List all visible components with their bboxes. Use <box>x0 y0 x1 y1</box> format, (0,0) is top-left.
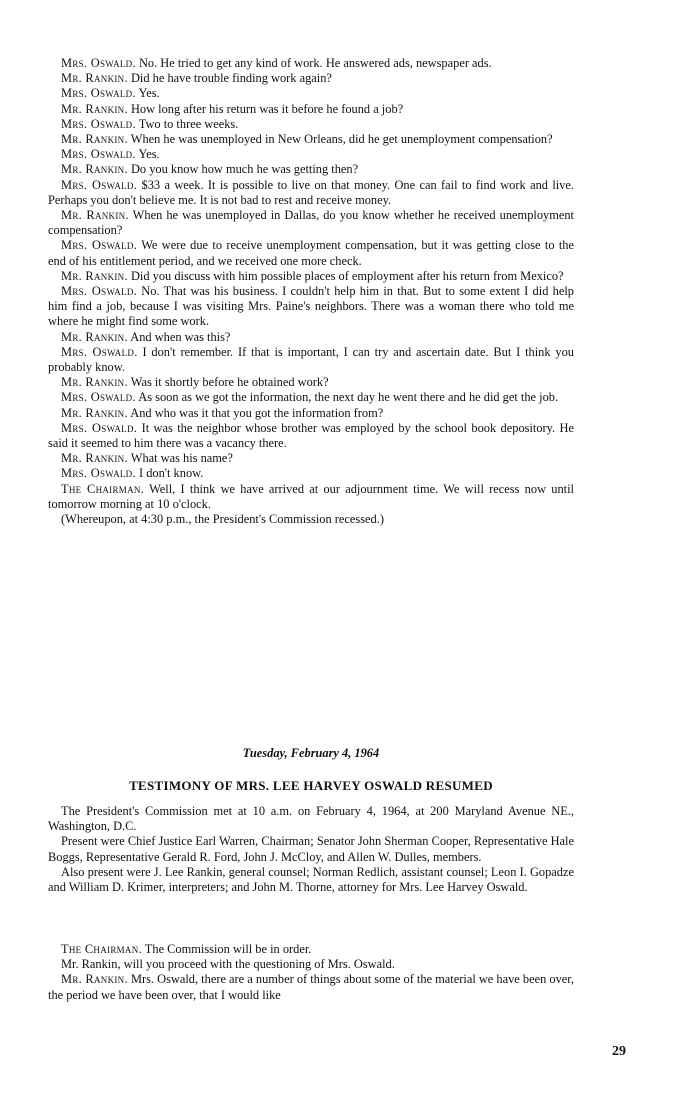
transcript-paragraph <box>48 512 574 527</box>
speaker-name: Mrs. Oswald. <box>61 147 136 162</box>
transcript-paragraph <box>48 269 574 284</box>
speech-text: When he was unemployed in Dallas, do you know whether he received unemployment compensation? <box>48 208 575 238</box>
transcript-paragraph <box>48 208 574 238</box>
speaker-name: Mrs. Oswald. <box>61 420 138 435</box>
section-heading: TESTIMONY OF MRS. LEE HARVEY OSWALD RESUMED <box>129 778 493 793</box>
transcript-paragraph <box>48 421 574 451</box>
speech-text: Well, I think we have arrived at our adjournment time. We will recess now until tomorrow morning at 10 o'clock. <box>48 481 574 511</box>
speech-text: When he was unemployed in New Orleans, did he get unemployment compensation? <box>127 132 553 147</box>
page-number: 29 <box>612 1044 626 1059</box>
speaker-name: Mrs. Oswald. <box>61 390 136 405</box>
transcript-paragraph <box>48 56 574 71</box>
transcript-paragraph <box>48 466 574 481</box>
speaker-name: Mrs. Oswald. <box>61 86 136 101</box>
speaker-name: Mr. Rankin. <box>61 405 128 420</box>
speaker-name: Mrs. Oswald. <box>61 116 136 131</box>
speech-text: Yes. <box>135 86 160 101</box>
speech-text: Do you know how much he was getting then? <box>127 162 359 177</box>
transcript-paragraph <box>48 942 574 957</box>
speaker-name: Mr. Rankin. <box>61 375 128 390</box>
speech-text: What was his name? <box>127 451 233 466</box>
speaker-name: Mrs. Oswald. <box>61 466 136 481</box>
transcript-paragraph <box>48 284 574 330</box>
speech-text: I don't remember. If that is important, I can try and ascertain date. But I think you probably know. <box>48 344 574 375</box>
speech-text: (Whereupon, at 4:30 p.m., the President's Commission recessed.) <box>61 512 384 527</box>
speech-text: Mr. Rankin, will you proceed with the questioning of Mrs. Oswald. <box>61 957 395 972</box>
speech-text: No. He tried to get any kind of work. He answered ads, newspaper ads. <box>135 56 492 70</box>
speech-text: It was the neighbor whose brother was employed by the school book depository. He said it seemed to him there was a vacancy there. <box>48 420 574 451</box>
transcript-paragraph <box>48 451 574 466</box>
speaker-name: Mr. Rankin. <box>61 268 128 283</box>
speech-text: $33 a week. It is possible to live on that money. One can fail to find work and live. Perhaps you don't believe me. It is not bad to rest and receive money. <box>48 177 574 207</box>
speech-text: Did you discuss with him possible places of employment after his return from Mexico? <box>127 268 564 283</box>
transcript-paragraph <box>48 102 574 117</box>
transcript-top <box>48 56 574 527</box>
transcript-paragraph <box>48 178 574 208</box>
speech-text: We were due to receive unemployment compensation, but it was getting close to the end of his entitlement period, and we received one more check. <box>48 238 574 268</box>
transcript-paragraph <box>48 86 574 101</box>
speech-text: Mrs. Oswald, there are a number of things about some of the material we have been over, the period we have been over, that I would like <box>48 972 574 1002</box>
speech-text: Was it shortly before he obtained work? <box>127 375 329 390</box>
speaker-name: The Chairman. <box>61 481 145 496</box>
speaker-name: Mr. Rankin. <box>61 329 128 344</box>
speech-text: Two to three weeks. <box>135 116 239 131</box>
speech-text: The Commission will be in order. <box>141 942 312 956</box>
speaker-name: Mrs. Oswald. <box>61 238 138 253</box>
transcript-paragraph <box>48 482 574 512</box>
session-intro <box>48 804 574 895</box>
transcript-paragraph <box>48 238 574 268</box>
speaker-name: Mr. Rankin. <box>61 208 129 223</box>
speaker-name: Mrs. Oswald. <box>61 177 138 192</box>
transcript-paragraph <box>48 390 574 405</box>
intro-paragraph: The President's Commission met at 10 a.m. on February 4, 1964, at 200 Maryland Avenue NE., Washington, D.C. <box>48 804 574 834</box>
transcript-paragraph <box>48 406 574 421</box>
speaker-name: Mrs. Oswald. <box>61 344 138 359</box>
transcript-paragraph <box>48 972 574 1002</box>
speaker-name: Mrs. Oswald. <box>61 56 136 70</box>
speech-text: How long after his return was it before he found a job? <box>127 101 404 116</box>
speaker-name: Mr. Rankin. <box>61 972 128 987</box>
speech-text: Did he have trouble finding work again? <box>127 71 332 86</box>
transcript-paragraph <box>48 375 574 390</box>
session-date: Tuesday, February 4, 1964 <box>242 746 380 760</box>
speaker-name: Mr. Rankin. <box>61 451 128 466</box>
transcript-paragraph <box>48 117 574 132</box>
transcript-paragraph <box>48 147 574 162</box>
speaker-name: Mr. Rankin. <box>61 71 128 86</box>
transcript-paragraph <box>48 330 574 345</box>
speaker-name: The Chairman. <box>61 942 142 956</box>
speech-text: No. That was his business. I couldn't help him in that. But to some extent I did help him find a job, because I was visiting Mrs. Paine's neighbors. There was a woman there who told me where he might find some work. <box>48 284 574 329</box>
transcript-paragraph <box>48 132 574 147</box>
speaker-name: Mrs. Oswald. <box>61 284 138 299</box>
intro-paragraph: Present were Chief Justice Earl Warren, Chairman; Senator John Sherman Cooper, Representative Hale Boggs, Representative Gerald R. Ford, John J. McCloy, and Allen W. Dulles, members. <box>48 834 574 864</box>
speech-text: And who was it that you got the information from? <box>127 405 384 420</box>
speech-text: Yes. <box>135 147 160 162</box>
speech-text: I don't know. <box>135 466 204 481</box>
transcript-bottom <box>48 942 574 1003</box>
speech-text: And when was this? <box>127 329 231 344</box>
transcript-paragraph <box>48 957 574 972</box>
speaker-name: Mr. Rankin. <box>61 132 128 147</box>
transcript-paragraph <box>48 162 574 177</box>
document-page <box>48 56 626 1059</box>
speaker-name: Mr. Rankin. <box>61 162 128 177</box>
intro-paragraph: Also present were J. Lee Rankin, general counsel; Norman Redlich, assistant counsel; Leon I. Gopadze and William D. Krimer, interpreters; and John M. Thorne, attorney for Mrs. Lee Harvey Oswald. <box>48 864 574 895</box>
transcript-paragraph <box>48 71 574 86</box>
speech-text: As soon as we got the information, the next day he went there and he did get the job. <box>135 390 559 405</box>
speaker-name: Mr. Rankin. <box>61 101 128 116</box>
transcript-paragraph <box>48 345 574 375</box>
